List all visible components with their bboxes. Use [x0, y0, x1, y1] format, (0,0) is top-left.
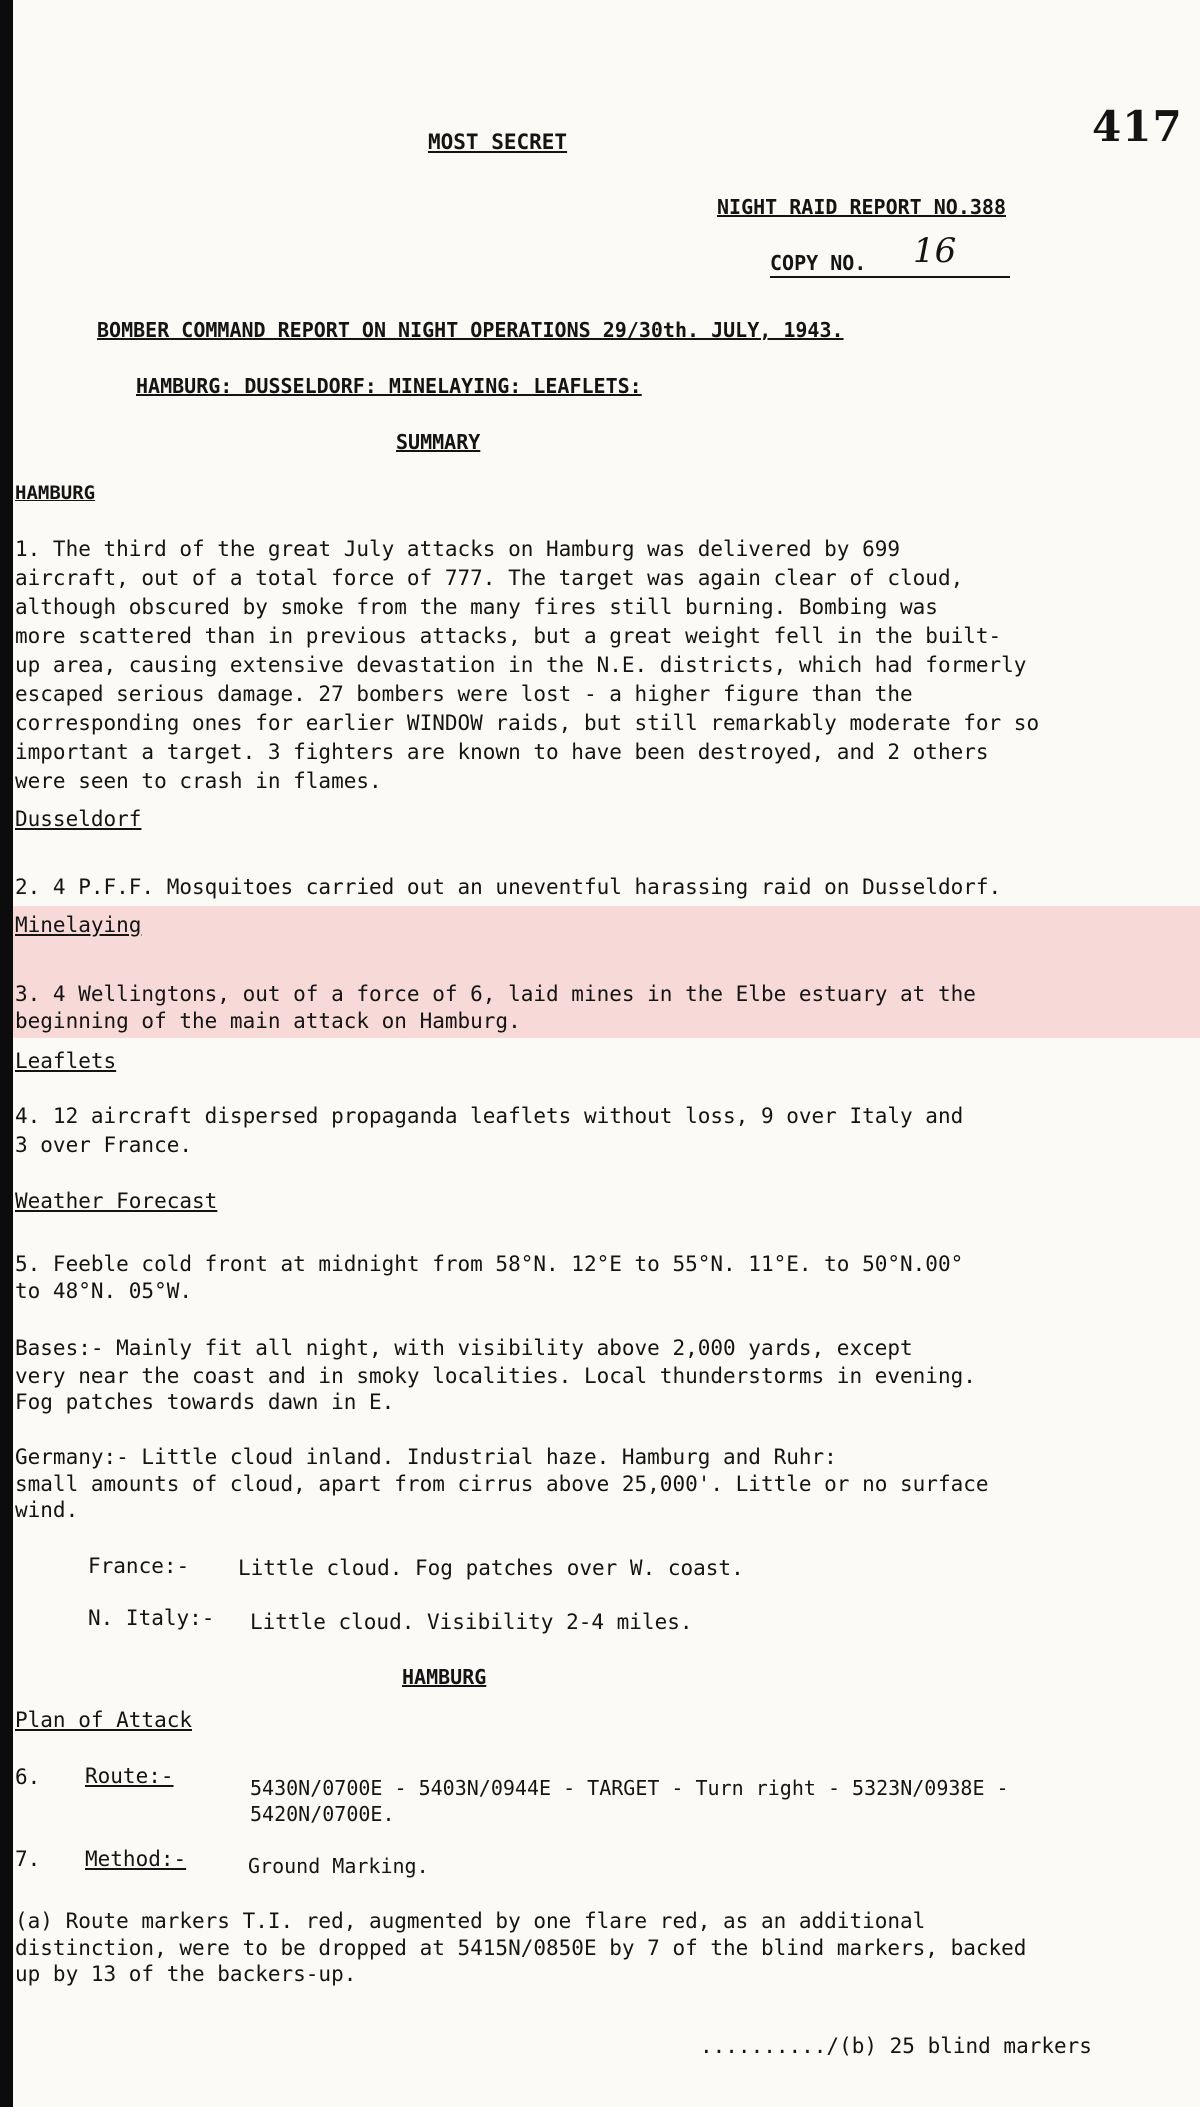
hamburg-line: more scattered than in previous attacks, but a great weight fell in the built-	[15, 624, 1002, 648]
weather-heading: Weather Forecast	[15, 1189, 218, 1213]
classification-heading: MOST SECRET	[428, 130, 568, 154]
weather-line: to 48°N. 05°W.	[15, 1279, 193, 1303]
route-label: Route:-	[85, 1764, 174, 1788]
france-label: France:-	[88, 1554, 190, 1578]
route-line: 5420N/0700E.	[250, 1802, 395, 1826]
route-line: 5430N/0700E - 5403N/0944E - TARGET - Turn right - 5323N/0938E -	[250, 1776, 1009, 1800]
france-text: Little cloud. Fog patches over W. coast.	[238, 1556, 744, 1580]
bases-line: Bases:- Mainly fit all night, with visibility above 2,000 yards, except	[15, 1336, 913, 1360]
copy-number-line	[770, 250, 1010, 278]
leaflets-heading: Leaflets	[15, 1049, 117, 1073]
method-a-line: up by 13 of the backers-up.	[15, 1962, 357, 1986]
leaflets-line: 4. 12 aircraft dispersed propaganda leaflets without loss, 9 over Italy and	[15, 1104, 964, 1128]
report-title: BOMBER COMMAND REPORT ON NIGHT OPERATIONS 29/30th. JULY, 1943.	[97, 318, 844, 342]
minelaying-line: 3. 4 Wellingtons, out of a force of 6, laid mines in the Elbe estuary at the	[15, 982, 976, 1006]
plan-heading: Plan of Attack	[15, 1708, 193, 1732]
copy-label: COPY NO.	[770, 251, 867, 275]
hamburg-heading: HAMBURG	[15, 482, 96, 504]
method-label: Method:-	[85, 1847, 187, 1871]
report-number: NIGHT RAID REPORT NO.388	[717, 195, 1006, 219]
method-text: Ground Marking.	[248, 1854, 429, 1878]
dusseldorf-line: 2. 4 P.F.F. Mosquitoes carried out an uneventful harassing raid on Dusseldorf.	[15, 875, 1002, 899]
italy-label: N. Italy:-	[88, 1606, 215, 1630]
hamburg-line: were seen to crash in flames.	[15, 769, 382, 793]
dusseldorf-heading: Dusseldorf	[15, 807, 142, 831]
summary-heading: SUMMARY	[396, 430, 481, 454]
report-subtitle: HAMBURG: DUSSELDORF: MINELAYING: LEAFLETS:	[136, 374, 642, 398]
germany-line: Germany:- Little cloud inland. Industrial haze. Hamburg and Ruhr:	[15, 1445, 837, 1469]
leaflets-line: 3 over France.	[15, 1133, 193, 1157]
weather-line: 5. Feeble cold front at midnight from 58°N. 12°E to 55°N. 11°E. to 50°N.00°	[15, 1252, 964, 1276]
page-number: 417	[1092, 102, 1183, 151]
method-number: 7.	[15, 1847, 41, 1871]
hamburg-line: although obscured by smoke from the many fires still burning. Bombing was	[15, 595, 938, 619]
hamburg-line: escaped serious damage. 27 bombers were lost - a higher figure than the	[15, 682, 913, 706]
copy-number: 16	[913, 231, 957, 271]
minelaying-line: beginning of the main attack on Hamburg.	[15, 1009, 521, 1033]
hamburg-line: 1. The third of the great July attacks on Hamburg was delivered by 699	[15, 537, 901, 561]
bases-line: very near the coast and in smoky localities. Local thunderstorms in evening.	[15, 1364, 976, 1388]
hamburg-line: aircraft, out of a total force of 777. The target was again clear of cloud,	[15, 566, 964, 590]
hamburg-line: up area, causing extensive devastation in the N.E. districts, which had formerly	[15, 653, 1027, 677]
bases-line: Fog patches towards dawn in E.	[15, 1390, 395, 1414]
method-a-line: (a) Route markers T.I. red, augmented by one flare red, as an additional	[15, 1909, 926, 1933]
hamburg-line: important a target. 3 fighters are known to have been destroyed, and 2 others	[15, 740, 989, 764]
binding-edge	[0, 0, 13, 2107]
germany-line: small amounts of cloud, apart from cirrus above 25,000'. Little or no surface	[15, 1472, 989, 1496]
continuation-line: ........../(b) 25 blind markers	[700, 2034, 1092, 2058]
italy-text: Little cloud. Visibility 2-4 miles.	[250, 1610, 693, 1634]
minelaying-heading: Minelaying	[15, 913, 142, 937]
hamburg-detail-heading: HAMBURG	[402, 1665, 487, 1689]
method-a-line: distinction, were to be dropped at 5415N/0850E by 7 of the blind markers, backed	[15, 1936, 1027, 1960]
germany-line: wind.	[15, 1498, 79, 1522]
route-number: 6.	[15, 1765, 41, 1789]
hamburg-line: corresponding ones for earlier WINDOW raids, but still remarkably moderate for so	[15, 711, 1040, 735]
